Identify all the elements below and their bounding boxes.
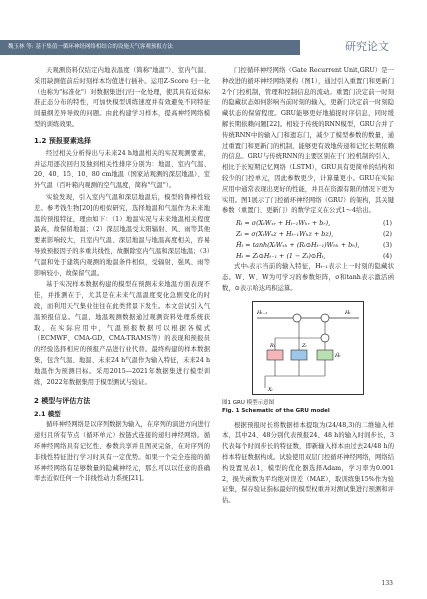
candidate-state-box <box>317 350 333 360</box>
equation-1: Rₜ = σ(XₜWₓᵣ + Hₜ₋₁Wₕᵣ + bᵣ), (1) <box>236 219 392 228</box>
section-heading: 1.2 预报要素选择 <box>34 136 91 145</box>
reset-gate-box <box>267 350 283 360</box>
paragraph: 天观测资料仅结定内地表温度（简称"地温"）、室内气温、采用缺测值前后时刻样本均值进行插补。运用Z-Score 归一化（也称为"标准化"）对数据集进行归一化处理，使其具有近似标准正态分布的特性，可加快模型训练速度并有效避免不同特征间量纲差异导致的问题。由此构建学习样本，提高神经网络模型的训练效果。 <box>34 67 210 128</box>
update-gate-label: Zₜ <box>302 342 307 349</box>
paragraph: 门控循环神经网络（Gate Recurrent Unit,GRU）是一种改进的循环神经网络架构（图1），通过引入重置门和更新门2个门控机制，管理和控制信息的流动。重置门决定前一时刻的隐藏状态如何影响当前时刻的输入，更新门决定前一时刻隐藏状态的保留程度。GRU能够更好地捕捉时序信息，同时缓解长期依赖问题[22]。相较于传统的RNN模型，GRU合并了传统RNN中的输入门和遗忘门，减少了模型参数的数量，通过重置门和更新门的机制，能够更有效地传递和记忆长期依赖的信息。GRU与传统RNN的主要区别在于门控机制的引入，相比于长短期记忆网络（LSTM），GRU具有更简单的结构和较少的门控单元，因此参数更少，计算量更小。GRU在实际应用中通常表现出更好的性能，并且在资源有限的情况下更为实用。图1展示了门控循环神经网络（GRU）的架构，其关键参数（重置门、更新门）的数学定义在公式1～4给出。 <box>222 67 394 215</box>
paragraph: 式中ₜ表示当前的输入特征，Hₜ₋₁表示上一时刻的隐藏状态。W、W、W为可学习的参数矩阵，σ和tanh表示激活函数，⊙表示哈达玛积运算。 <box>222 263 394 292</box>
right-column <box>222 66 394 508</box>
multiply-node <box>321 334 329 342</box>
equation-2: Zₜ = σ(XₜWₓz + Hₜ₋₁Wₕz + bz), (2) <box>236 230 392 239</box>
gru-diagram <box>252 301 364 395</box>
equation-3: H̃ₜ = tanh(XₜWₓₕ + (Rₜ⊙Hₜ₋₁)Wₕₕ + bₕ), (3) <box>236 241 392 250</box>
update-gate-box <box>291 350 307 360</box>
paragraph: 根据预报时长将数据样本提取为(24/48,3)的二维输入样本，其中24、48分别代表预报24、48 h的输入时间步长，3代表每个时间步长的特征数，即新输入样本由过去24/48 h的样本特征数据构成。试验使用双层门控循环神经网络，网络结构设置见表1，模型的优化器选择Adam，学习率为0.001 2，损失函数为平均绝对误差（MAE），取训练集15%作为验证集，保存验证指标最好的模型权重并对测试集进行预测和评估。 <box>222 421 394 505</box>
input-label: Xₜ <box>268 386 273 393</box>
subsection-heading: 2.1 模型 <box>34 410 61 419</box>
paragraph: 实验发现，引入室内气温和深层地温后，模型的鲁棒性较差。参考钱生物[20]的相似研究，选择地温和气温作为未来地温的预报特征，理由如下：（1）地温实况与未来地温相关程度最高，故保留地温；（2）深层地温受太阳辐射、风、雨等其他要素影响较大，且室内气温、深层地温与地温高度相关，容易导致预报因子的多重共线性，故删除室内气温和深层地温；（3）气温和处于建筑内观测的地温条件相似，受辐射、强风、雨等影响较小，故保留气温。 <box>34 193 210 277</box>
multiply-node <box>293 314 301 322</box>
add-node <box>321 314 329 322</box>
page-number: 133 <box>381 580 393 587</box>
left-column <box>34 66 210 486</box>
hidden-output-label: Hₜ <box>345 309 351 316</box>
candidate-label: H̃ₜ <box>335 352 341 359</box>
reset-gate-label: Rₜ <box>270 342 275 349</box>
prev-hidden-label: Hₜ₋₁ <box>257 309 268 316</box>
gru-diagram-svg <box>253 302 363 394</box>
figure-caption-zh: 图1 GRU 模型示意图 <box>222 399 275 406</box>
figure-caption-en: Fig. 1 Schematic of the GRU model <box>222 407 330 414</box>
paragraph: 循环神经网络是以序列数据为输入，在序列的演进方向进行递归且所有节点（循环单元）按链式连接的递归神经网络。循环神经网络具有记忆性、参数共享并且图灵完备，在对序列的非线性特征进行学习时具有一定优势。如果一个完全连接的循环神经网络有足够数量的隐藏神经元，那么可以以任意的准确率去近似任何一个非线性动力系统[21]。 <box>34 421 210 483</box>
equation-4: Hₜ = Zₜ⊙Hₜ₋₁ + (1 − Zₜ)⊙H̃ₜ, (4) <box>236 252 392 261</box>
paragraph: 基于实况样本数据构建的模型在预测未来地温方面表现不佳，并推测在于，尤其是在未来气温温度变化急剧变化的时段，而利用天气集业往往在此类背景下发生。本文尝试引入气温预报信息。气温、地温观测数据通过观测资料处理系统获取，在实际应用中，气温预报数据可以根据各模式（ECMWF、CMA-GD、CMA-TRAMS等）的表现和预报员的经验选择相应的预报产品进行业代替。最终构建的样本数据集，包含气温、地温、未来24 h气温作为输入特征，未来24 h地温作为预测目标。采用2015—2021年数据集进行模型训练，2022年数据集用于模型测试与验证。 <box>34 281 210 386</box>
journal-section-label: 研究论文 <box>345 40 389 53</box>
running-title: 魏玉林 等: 基于集值一循环神经网络相结合的设施天气客观预报方法 <box>8 44 173 50</box>
section-heading: 2 模型与评估方法 <box>34 397 91 406</box>
paragraph: 经过相关分析得出与未来24 h地温相关的实况观测要素，并运用逐次回归及独到相关性排序分别为：地温、室内气温、20、40、15、10、80 cm地温（国家站观测的深层地温）、室外气温（百叶箱内观测的空气温度，简称"气温"）。 <box>34 149 210 190</box>
